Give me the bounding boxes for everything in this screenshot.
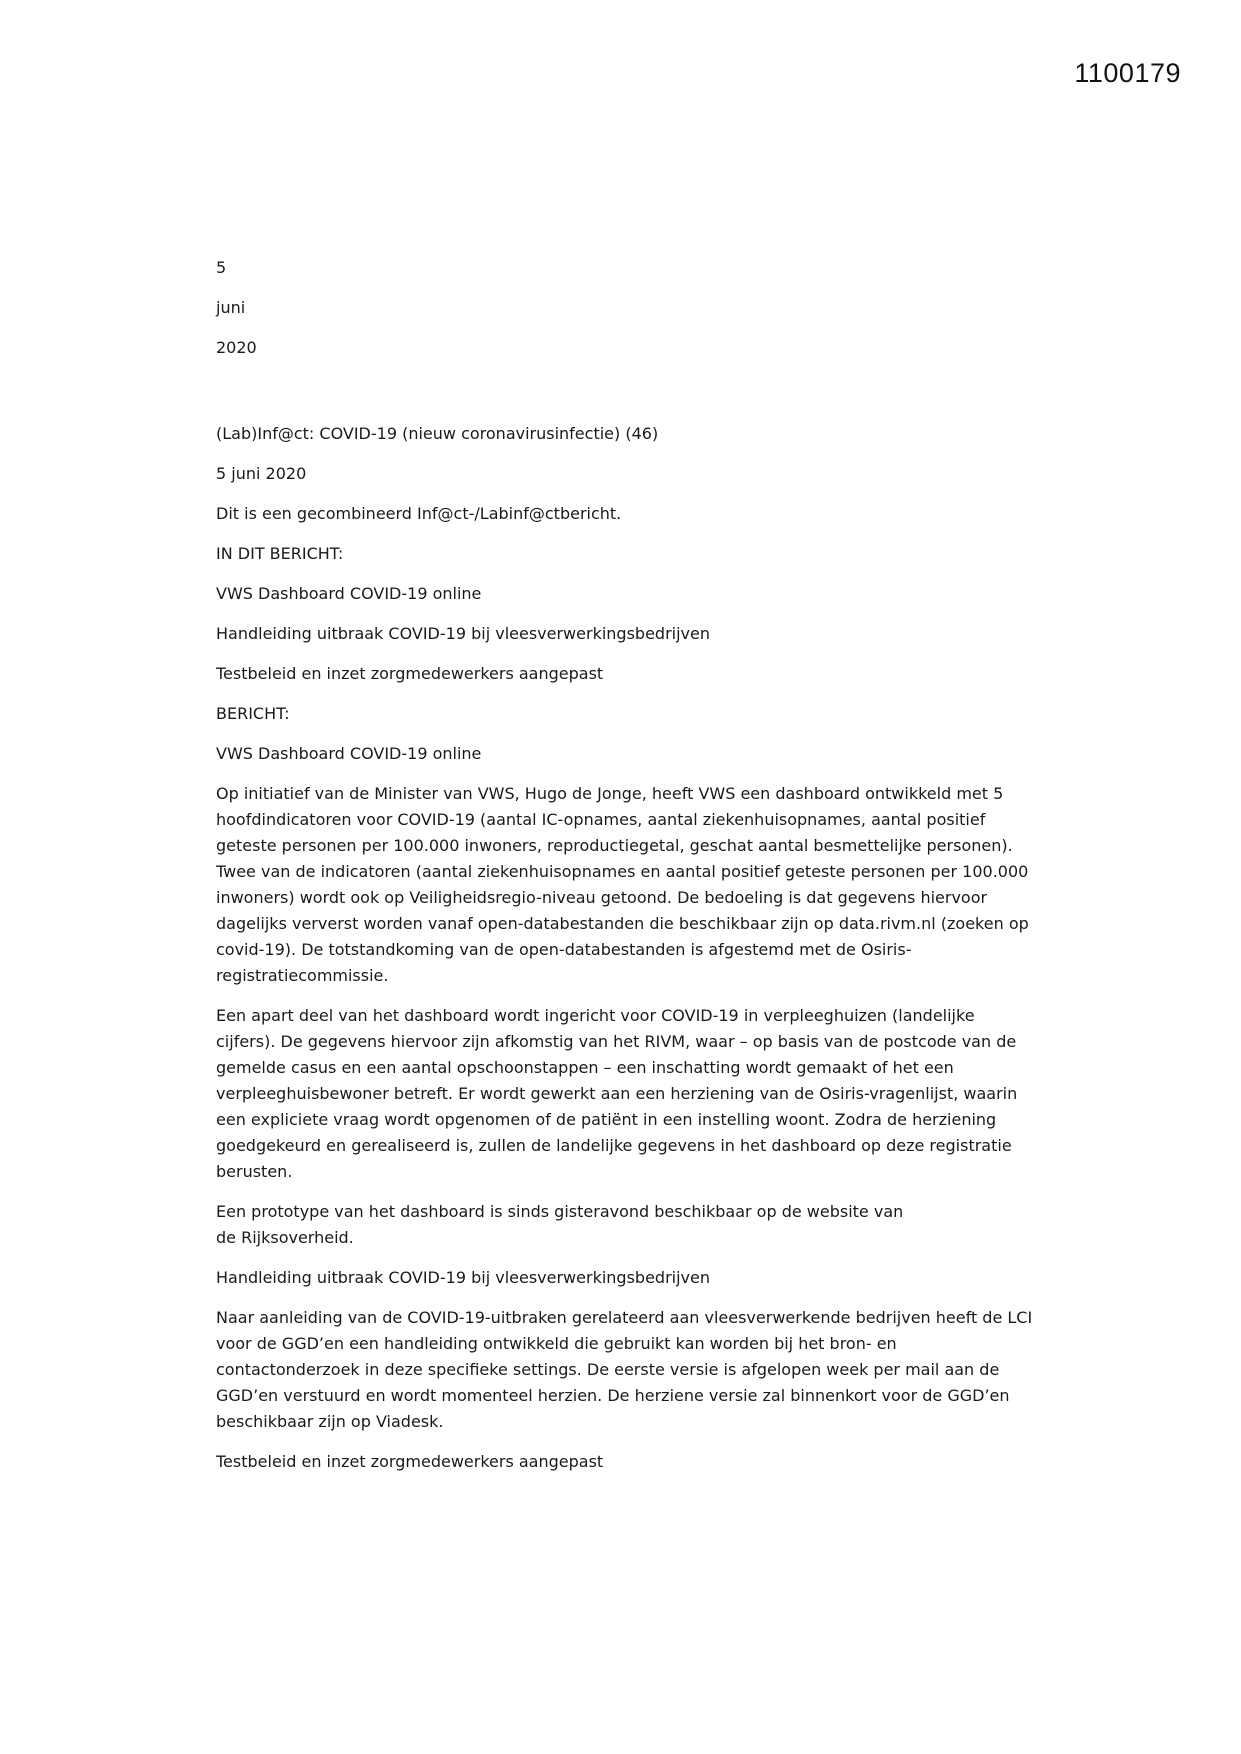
section-heading: Handleiding uitbraak COVID-19 bij vleesverwerkingsbedrijven [216, 1268, 710, 1287]
date-month: juni [216, 298, 246, 317]
date-year: 2020 [216, 338, 257, 357]
paragraph-line: Naar aanleiding van de COVID-19-uitbraken gerelateerd aan vleesverwerkende bedrijven heeft de LCI [216, 1308, 1033, 1327]
spacer [216, 375, 1036, 421]
paragraph-line: inwoners) wordt ook op Veiligheidsregio-niveau getoond. De bedoeling is dat gegevens hiervoor [216, 888, 988, 907]
message-heading: BERICHT: [216, 704, 290, 723]
paragraph [216, 1305, 1036, 1435]
paragraph-line: cijfers). De gegevens hiervoor zijn afkomstig van het RIVM, waar – op basis van de postcode van de [216, 1032, 1017, 1051]
toc-heading: IN DIT BERICHT: [216, 544, 344, 563]
paragraph-line: geteste personen per 100.000 inwoners, reproductiegetal, geschat aantal besmettelijke personen). [216, 836, 1013, 855]
paragraph-line: goedgekeurd en gerealiseerd is, zullen de landelijke gegevens in het dashboard op deze registratie [216, 1136, 1012, 1155]
document-id: 1100179 [1074, 58, 1181, 88]
paragraph [216, 1199, 1036, 1251]
toc-item: VWS Dashboard COVID-19 online [216, 584, 482, 603]
intro-text: Dit is een gecombineerd Inf@ct-/Labinf@ctbericht. [216, 504, 622, 523]
paragraph-line: voor de GGD’en een handleiding ontwikkeld die gebruikt kan worden bij het bron- en [216, 1334, 897, 1353]
paragraph-line: contactonderzoek in deze specifieke settings. De eerste versie is afgelopen week per mail aan de [216, 1360, 1000, 1379]
toc-item: Handleiding uitbraak COVID-19 bij vleesverwerkingsbedrijven [216, 624, 710, 643]
paragraph-line: de Rijksoverheid. [216, 1228, 354, 1247]
message-title: (Lab)Inf@ct: COVID-19 (nieuw coronavirusinfectie) (46) [216, 424, 659, 443]
paragraph-line: Op initiatief van de Minister van VWS, Hugo de Jonge, heeft VWS een dashboard ontwikkeld met 5 [216, 784, 1004, 803]
paragraph-line: Een apart deel van het dashboard wordt ingericht voor COVID-19 in verpleeghuizen (landelijke [216, 1006, 975, 1025]
paragraph-line: Een prototype van het dashboard is sinds gisteravond beschikbaar op de website van [216, 1202, 904, 1221]
paragraph-line: dagelijks ververst worden vanaf open-databestanden die beschikbaar zijn op data.rivm.nl (zoeken op [216, 914, 1029, 933]
paragraph-line: GGD’en verstuurd en wordt momenteel herzien. De herziene versie zal binnenkort voor de GGD’en [216, 1386, 1010, 1405]
section-heading: VWS Dashboard COVID-19 online [216, 744, 482, 763]
paragraph-line: registratiecommissie. [216, 966, 389, 985]
paragraph-line: berusten. [216, 1162, 293, 1181]
paragraph-line: beschikbaar zijn op Viadesk. [216, 1412, 444, 1431]
message-date: 5 juni 2020 [216, 464, 307, 483]
paragraph-line: hoofdindicatoren voor COVID-19 (aantal IC-opnames, aantal ziekenhuisopnames, aantal positief [216, 810, 986, 829]
paragraph [216, 1003, 1036, 1185]
section-heading: Testbeleid en inzet zorgmedewerkers aangepast [216, 1452, 604, 1471]
toc-item: Testbeleid en inzet zorgmedewerkers aangepast [216, 664, 604, 683]
paragraph-line: Twee van de indicatoren (aantal ziekenhuisopnames en aantal positief geteste personen per 100.000 [216, 862, 1029, 881]
document-body [216, 255, 1036, 1489]
date-day: 5 [216, 258, 227, 277]
paragraph-line: gemelde casus en een aantal opschoonstappen – een inschatting wordt gemaakt of het een [216, 1058, 954, 1077]
paragraph-line: verpleeghuisbewoner betreft. Er wordt gewerkt aan een herziening van de Osiris-vragenlijst, waarin [216, 1084, 1018, 1103]
paragraph-line: covid-19). De totstandkoming van de open-databestanden is afgestemd met de Osiris- [216, 940, 912, 959]
paragraph-line: een expliciete vraag wordt opgenomen of de patiënt in een instelling woont. Zodra de herziening [216, 1110, 997, 1129]
paragraph [216, 781, 1036, 989]
